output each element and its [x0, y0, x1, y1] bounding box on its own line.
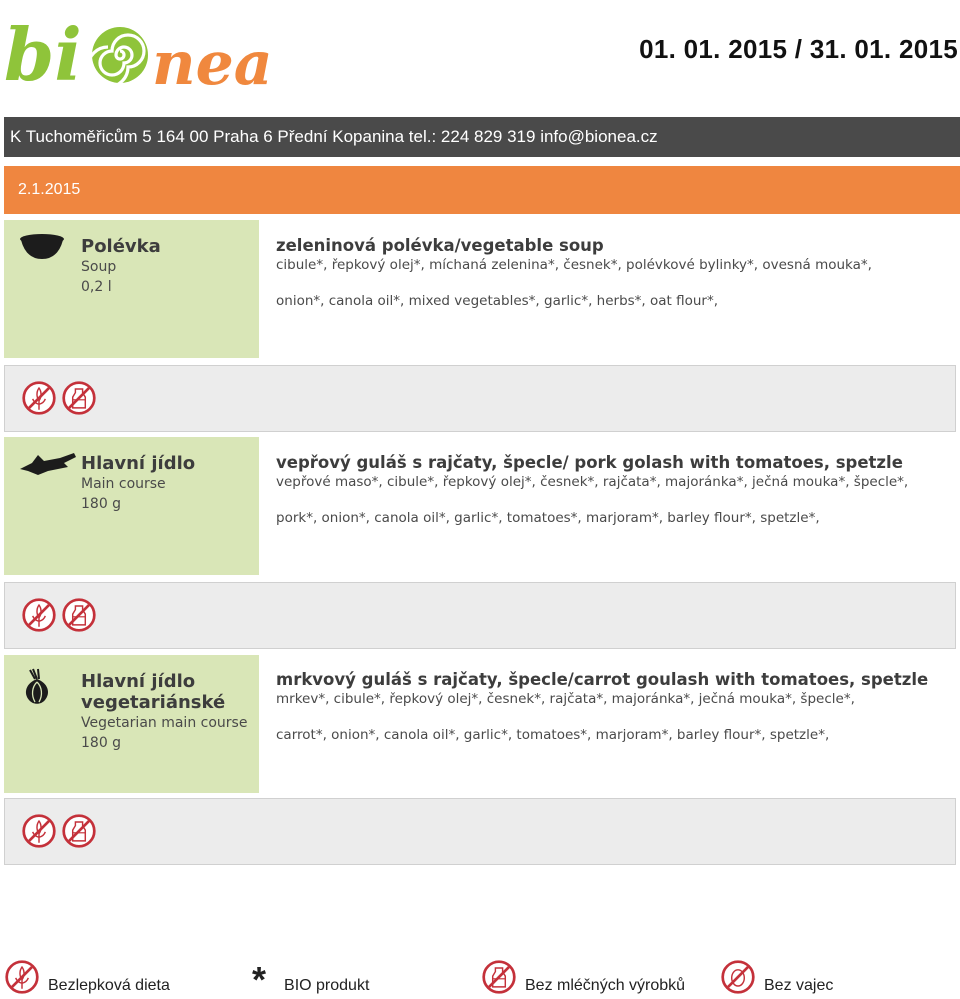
course-portion: 180 g — [81, 735, 122, 751]
allergen-box — [4, 365, 956, 432]
bio-asterisk: * — [252, 959, 267, 999]
legend-label: Bez mléčných výrobků — [525, 977, 686, 994]
dish-ingredients-en: carrot*, onion*, canola oil*, garlic*, tomatoes*, marjoram*, barley flour*, spetzle*, — [276, 727, 830, 743]
course-name: Hlavní jídlo — [81, 453, 196, 474]
course-portion: 180 g — [81, 496, 122, 512]
dish-ingredients-cz: mrkev*, cibule*, řepkový olej*, česnek*, rajčata*, majoránka*, ječná mouka*, špecle*, — [276, 691, 855, 707]
no-milk-icon — [61, 813, 97, 849]
no-gluten-icon — [4, 959, 40, 995]
dish-title: zeleninová polévka/vegetable soup — [276, 236, 604, 255]
dish-ingredients-cz: cibule*, řepkový olej*, míchaná zelenina*, česnek*, polévkové bylinky*, ovesná mouka*, — [276, 257, 872, 273]
allergen-box — [4, 582, 956, 649]
no-milk-icon — [61, 597, 97, 633]
no-milk-icon — [481, 959, 517, 995]
dish-title: vepřový guláš s rajčaty, špecle/ pork golash with tomatoes, spetzle — [276, 453, 903, 472]
no-egg-icon — [720, 959, 756, 995]
legend-bio — [252, 955, 370, 999]
legend-gluten-free — [4, 955, 170, 995]
bionea-logo — [0, 0, 300, 100]
dish-main — [276, 453, 956, 527]
dish-title: mrkvový guláš s rajčaty, špecle/carrot goulash with tomatoes, spetzle — [276, 670, 929, 689]
no-milk-icon — [61, 380, 97, 416]
svg-text:nea: nea — [152, 29, 273, 99]
legend-dairy-free — [481, 955, 685, 995]
course-subtitle: Soup — [81, 259, 117, 275]
no-gluten-icon — [21, 813, 57, 849]
course-name: Polévka — [81, 236, 161, 257]
legend-label: Bez vajec — [764, 977, 834, 994]
course-category-soup — [4, 220, 259, 358]
course-category-vegetarian — [4, 655, 259, 793]
course-name: Hlavní jídlo — [81, 671, 196, 692]
no-gluten-icon — [21, 597, 57, 633]
dish-soup — [276, 236, 956, 310]
course-name-line2: vegetariánské — [81, 692, 226, 713]
day-date-bar: 2.1.2015 — [4, 166, 960, 214]
legend-label: Bezlepková dieta — [48, 977, 170, 994]
dish-ingredients-cz: vepřové maso*, cibule*, řepkový olej*, česnek*, rajčata*, majoránka*, ječná mouka*, špecle*, — [276, 474, 909, 490]
course-portion: 0,2 l — [81, 279, 112, 295]
legend-label: BIO produkt — [284, 977, 370, 994]
allergen-box — [4, 798, 956, 865]
svg-text:bi: bi — [4, 12, 82, 97]
no-gluten-icon — [21, 380, 57, 416]
menu-date-range: 01. 01. 2015 / 31. 01. 2015 — [639, 34, 958, 64]
dish-ingredients-en: pork*, onion*, canola oil*, garlic*, tomatoes*, marjoram*, barley flour*, spetzle*, — [276, 510, 820, 526]
course-subtitle: Main course — [81, 476, 166, 492]
onion-icon — [20, 667, 54, 707]
course-category-main — [4, 437, 259, 575]
dish-ingredients-en: onion*, canola oil*, mixed vegetables*, garlic*, herbs*, oat flour*, — [276, 293, 719, 309]
dish-vegetarian — [276, 670, 956, 744]
soup-bowl-icon — [18, 232, 66, 262]
course-subtitle: Vegetarian main course — [81, 715, 248, 731]
address-bar: K Tuchoměřicům 5 164 00 Praha 6 Přední Kopanina tel.: 224 829 319 info@bionea.cz — [4, 117, 960, 157]
meat-dish-icon — [18, 449, 78, 477]
legend-egg-free — [720, 955, 833, 995]
